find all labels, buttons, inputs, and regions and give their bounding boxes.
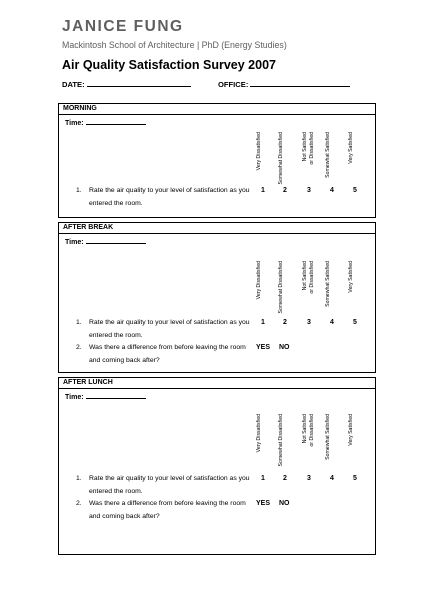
scale-option-3[interactable]: 3 — [307, 187, 311, 194]
question-text: Rate the air quality to your level of satisfaction as you entered the room. — [89, 475, 250, 495]
scale-option-2[interactable]: 2 — [283, 475, 287, 482]
survey-title: Air Quality Satisfaction Survey 2007 — [62, 58, 276, 72]
section-heading: AFTER BREAK — [59, 223, 375, 234]
date-input-line[interactable] — [87, 79, 191, 87]
scale-label-very-satisfied: Very Satisfied — [348, 132, 354, 164]
scale-label-neutral: Not Satisfied or Dissatisfied — [302, 414, 315, 447]
question-number: 1. — [76, 475, 82, 482]
scale-option-4[interactable]: 4 — [330, 187, 334, 194]
scale-option-1[interactable]: 1 — [261, 475, 265, 482]
question-text: Was there a difference from before leaving the room and coming back after? — [89, 500, 246, 520]
time-input-line[interactable] — [86, 118, 146, 125]
no-option[interactable]: NO — [279, 344, 290, 351]
author-name: JANICE FUNG — [62, 18, 184, 35]
scale-label-very-dissatisfied: Very Dissatisfied — [256, 414, 262, 453]
time-input-line[interactable] — [86, 392, 146, 399]
section-after-break — [58, 222, 376, 373]
scale-label-neutral: Not Satisfied or Dissatisfied — [302, 132, 315, 165]
scale-option-5[interactable]: 5 — [353, 319, 357, 326]
scale-option-2[interactable]: 2 — [283, 319, 287, 326]
scale-option-2[interactable]: 2 — [283, 187, 287, 194]
question-text: Rate the air quality to your level of satisfaction as you entered the room. — [89, 187, 250, 207]
section-morning — [58, 103, 376, 218]
date-field — [62, 79, 191, 89]
time-field: Time: — [65, 118, 146, 127]
scale-label-very-dissatisfied: Very Dissatisfied — [256, 132, 262, 171]
question-number: 1. — [76, 319, 82, 326]
scale-option-3[interactable]: 3 — [307, 319, 311, 326]
section-heading: AFTER LUNCH — [59, 378, 375, 389]
scale-label-somewhat-satisfied: Somewhat Satisfied — [325, 132, 331, 178]
author-affiliation: Mackintosh School of Architecture | PhD (Energy Studies) — [62, 40, 287, 50]
scale-option-5[interactable]: 5 — [353, 187, 357, 194]
scale-label-somewhat-satisfied: Somewhat Satisfied — [325, 414, 331, 460]
no-option[interactable]: NO — [279, 500, 290, 507]
scale-label-somewhat-dissatisfied: Somewhat Dissatisfied — [278, 414, 284, 467]
time-field: Time: — [65, 392, 146, 401]
scale-label-somewhat-dissatisfied: Somewhat Dissatisfied — [278, 261, 284, 314]
scale-label-somewhat-satisfied: Somewhat Satisfied — [325, 261, 331, 307]
date-label: DATE: — [62, 80, 85, 89]
scale-option-1[interactable]: 1 — [261, 187, 265, 194]
question-number: 2. — [76, 344, 82, 351]
scale-option-4[interactable]: 4 — [330, 319, 334, 326]
scale-option-1[interactable]: 1 — [261, 319, 265, 326]
scale-option-4[interactable]: 4 — [330, 475, 334, 482]
office-label: OFFICE: — [218, 80, 249, 89]
scale-label-very-dissatisfied: Very Dissatisfied — [256, 261, 262, 300]
question-number: 2. — [76, 500, 82, 507]
scale-option-3[interactable]: 3 — [307, 475, 311, 482]
question-text: Rate the air quality to your level of satisfaction as you entered the room. — [89, 319, 250, 339]
scale-label-very-satisfied: Very Satisfied — [348, 261, 354, 293]
office-input-line[interactable] — [250, 79, 350, 87]
scale-option-5[interactable]: 5 — [353, 475, 357, 482]
scale-label-very-satisfied: Very Satisfied — [348, 414, 354, 446]
time-field: Time: — [65, 237, 146, 246]
office-field — [218, 79, 350, 89]
yes-option[interactable]: YES — [256, 344, 271, 351]
yes-option[interactable]: YES — [256, 500, 271, 507]
question-text: Was there a difference from before leaving the room and coming back after? — [89, 344, 246, 364]
section-after-lunch — [58, 377, 376, 555]
scale-label-somewhat-dissatisfied: Somewhat Dissatisfied — [278, 132, 284, 185]
section-heading: MORNING — [59, 104, 375, 115]
question-number: 1. — [76, 187, 82, 194]
time-input-line[interactable] — [86, 237, 146, 244]
scale-label-neutral: Not Satisfied or Dissatisfied — [302, 261, 315, 294]
